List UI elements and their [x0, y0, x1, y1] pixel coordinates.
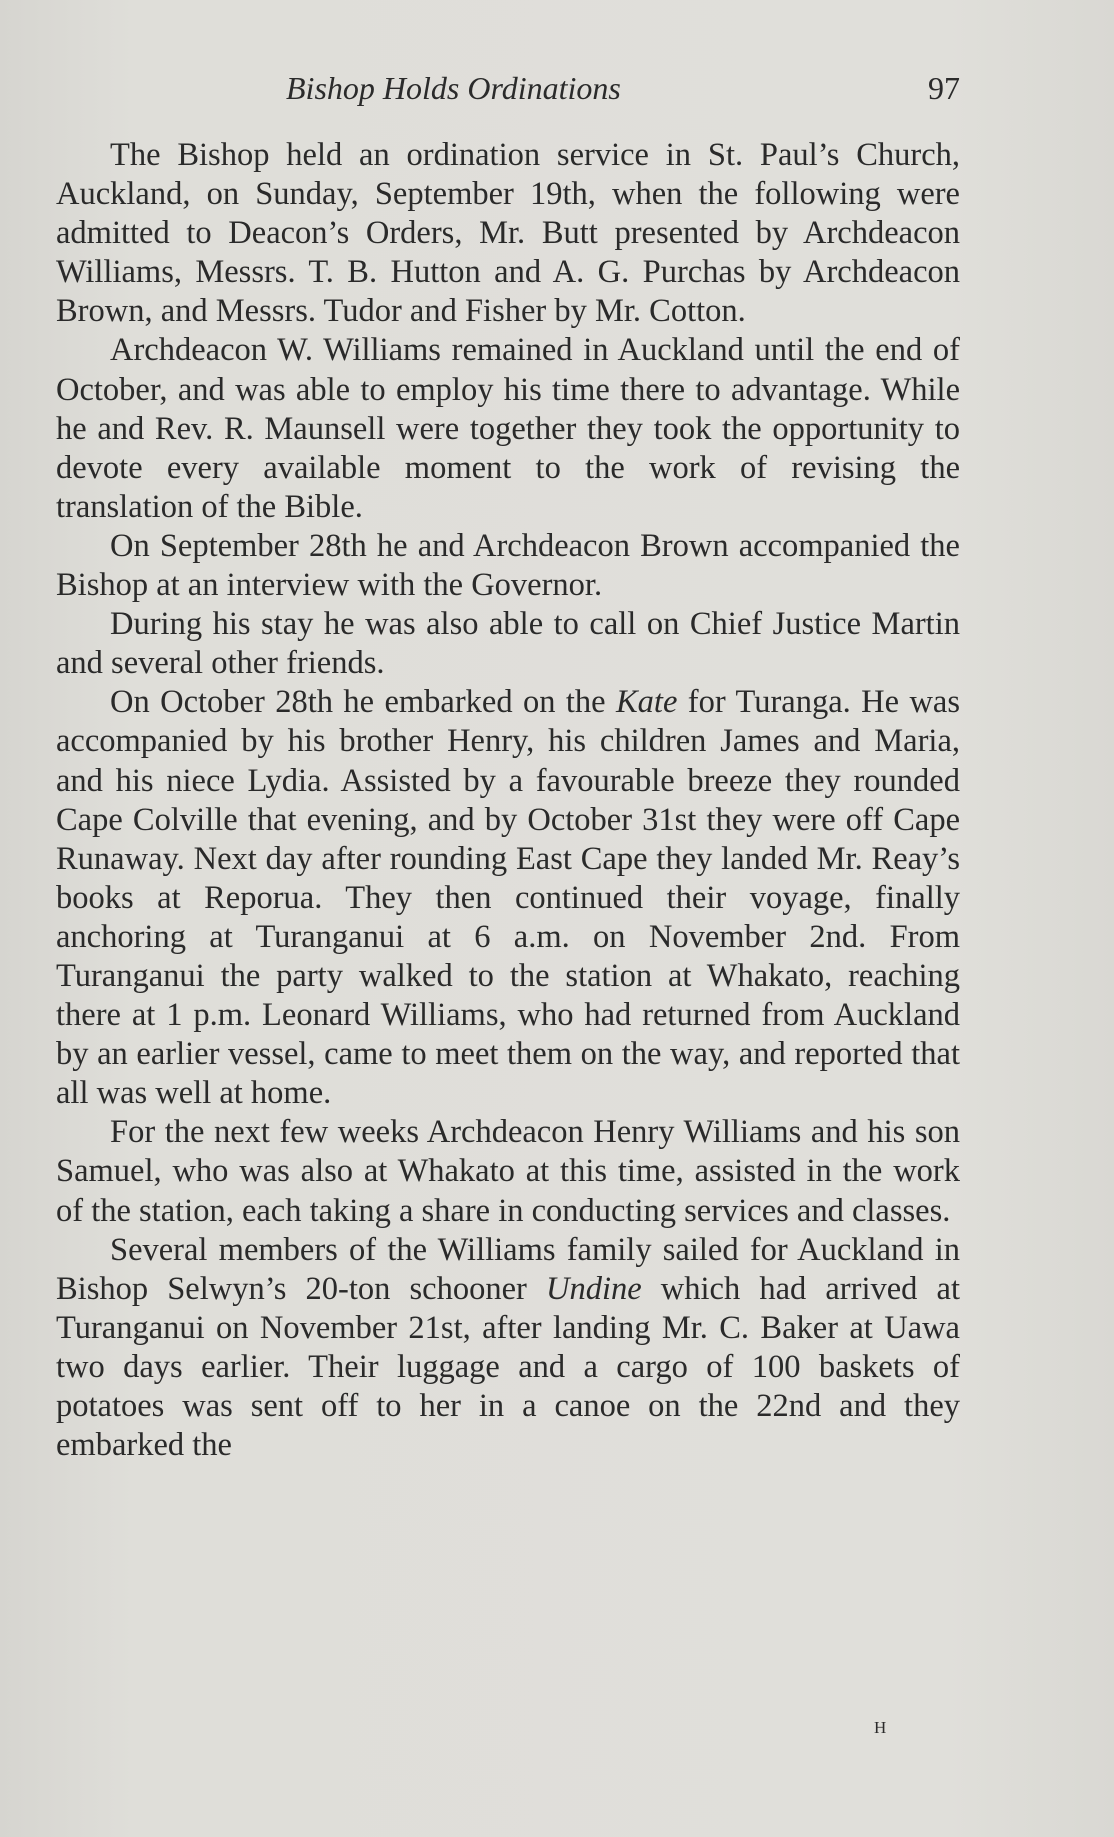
signature-mark: H [874, 1718, 888, 1737]
paragraph-undine-rest: which had arrived at Turanganui on November 21st, after landing Mr. C. Baker at Uawa two days earlier. Their luggage and a cargo of 100 baskets of potatoes was sent off to her in a canoe on the 22nd and they embarked the [56, 1270, 960, 1464]
paragraph-voyage-kate [56, 683, 960, 1113]
page-number: 97 [928, 70, 960, 106]
paragraph-ordination: The Bishop held an ordination service in St. Paul’s Church, Auckland, on Sunday, September 19th, when the following were admitted to Deacon’s Orders, Mr. Butt presented by Archdeacon Williams, Messrs. T. B. Hutton and A. G. Purchas by Archdeacon Brown, and Messrs. Tudor and Fisher by Mr. Cotton. [56, 137, 960, 330]
paragraph-next-weeks: For the next few weeks Archdeacon Henry Williams and his son Samuel, who was also at Whakato at this time, assisted in the work of the station, each taking a share in conducting services and classes. [56, 1114, 960, 1229]
paragraph-auckland-stay: Archdeacon W. Williams remained in Auckland until the end of October, and was able to employ his time there to advantage. While he and Rev. R. Maunsell were together they took the opportunity to devote every available moment to the work of revising the translation of the Bible. [56, 332, 960, 525]
running-title: Bishop Holds Ordinations [286, 70, 621, 106]
paragraph-chief-justice: During his stay he was also able to call on Chief Justice Martin and several other friends. [56, 606, 960, 682]
paragraph-undine [56, 1231, 960, 1466]
body-text [56, 136, 960, 1465]
ship-name-kate: Kate [615, 684, 678, 721]
running-head [56, 70, 960, 114]
paragraph-voyage-kate-start: On October 28th he embarked on the [110, 684, 616, 721]
paragraph-governor-interview: On September 28th he and Archdeacon Brown accompanied the Bishop at an interview with the Governor. [56, 527, 960, 604]
paragraph-undine-start: Several members of the Williams family sailed for Auckland in Bishop Selwyn’s 20-ton schooner [56, 1231, 960, 1307]
paragraph-voyage-kate-rest: for Turanga. He was accompanied by his brother Henry, his children James and Maria, and his niece Lydia. Assisted by a favourable breeze they rounded Cape Colville that evening, and by October 31st they were off Cape Runaway. Next day after rounding East Cape they landed Mr. Reay’s books at Reporua. They then continued their voyage, finally anchoring at Turanganui at 6 a.m. on November 2nd. From Turanganui the party walked to the station at Whakato, reaching there at 1 p.m. Leonard Williams, who had returned from Auckland by an earlier vessel, came to meet them on the way, and reported that all was well at home. [56, 684, 960, 1112]
ship-name-undine: Undine [545, 1270, 642, 1307]
